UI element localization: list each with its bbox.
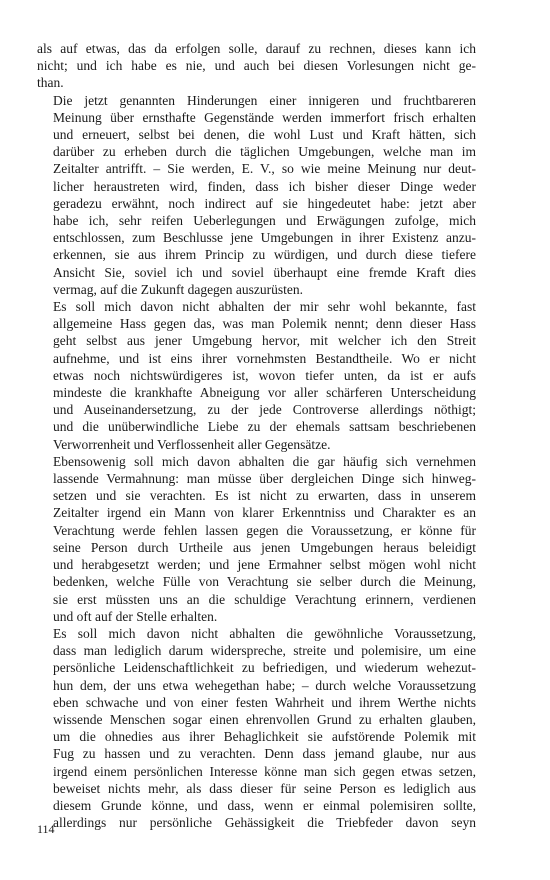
text-line: vermag, auf die Zukunft dagegen auszurüsten.	[53, 281, 304, 297]
text-line: persönliche Leidenschaftlichkeit zu befriedigen, und wiederum wehezut-	[53, 660, 476, 676]
text-line: Es soll mich davon nicht abhalten die gewöhnliche Voraussetzung,	[53, 625, 476, 641]
paragraph	[37, 453, 476, 625]
text-line: entschlossen, zum Beschlusse jene Umgebungen in ihrer Existenz anzu-	[53, 230, 476, 246]
paragraph	[37, 625, 476, 831]
text-line: sie erst müssten uns an die schuldige Verachtung erinnern, verdienen	[53, 591, 476, 607]
text-line: und die unüberwindliche Liebe zu der ehemals sattsam beschriebenen	[53, 419, 476, 435]
text-line: hun dem, der uns etwa wehegethan habe; – durch welche Voraussetzung	[53, 677, 476, 693]
text-line: irgend einem persönlichen Interesse könne man sich gegen etwas setzen,	[53, 763, 476, 779]
paragraph	[37, 92, 476, 298]
text-line: Zeitalter irgend ein Mann von klarer Erkenntniss und Charakter es an	[53, 505, 476, 521]
page-body	[37, 40, 476, 831]
text-line: allerdings nur persönliche Gehässigkeit die Triebfeder davon seyn	[53, 815, 476, 831]
text-line: than.	[37, 75, 64, 91]
text-line: als auf etwas, das da erfolgen solle, darauf zu rechnen, dieses kann ich	[37, 41, 476, 56]
text-line: diesem Grunde könne, und dass, wenn er einmal polemisiren sollte,	[53, 797, 476, 813]
text-line: eben schwache und von einer festen Wahrheit und ihrem Werthe nichts	[53, 694, 476, 710]
text-line: habe ich, sehr reifen Ueberlegungen und Erwägungen zufolge, mich	[53, 213, 476, 229]
text-line: geht selbst aus jener Umgebung hervor, mit welcher ich den Streit	[53, 333, 476, 349]
text-line: erkennen, sie aus ihrem Princip zu würdigen, und durch diese tiefere	[53, 247, 476, 263]
text-line: um die ohnedies aus ihrer Behaglichkeit sie aufstörende Polemik mit	[53, 729, 476, 745]
text-line: seine Person durch Urtheile aus jenen Umgebungen heraus beleidigt	[53, 539, 476, 555]
text-line: Es soll mich davon nicht abhalten der mir sehr wohl bekannte, fast	[53, 299, 476, 315]
text-line: Zeitalter antrifft. – Sie werden, E. V., so wie meine Meinung nur deut-	[53, 161, 476, 177]
text-line: Meinung über ernsthafte Gegenstände werden immerfort frisch erhalten	[53, 109, 476, 125]
page-number: 114	[37, 822, 55, 836]
text-line: nicht; und ich habe es nie, und auch bei diesen Vorlesungen nicht ge-	[37, 58, 476, 74]
text-line: etwas noch nichtswürdigeres ist, wovon tiefer unten, da ist er aufs	[53, 367, 476, 383]
text-line: Die jetzt genannten Hinderungen einer innigeren und fruchtbareren	[53, 92, 476, 108]
text-line: wissende Menschen sogar einen ehrenvollen Grund zu erhalten glauben,	[53, 711, 476, 727]
text-line: Fug zu hassen und zu verachten. Denn dass jemand glaube, nur aus	[53, 746, 476, 762]
paragraph	[37, 298, 476, 453]
text-line: Verworrenheit und Verflossenheit aller Gegensätze.	[53, 436, 331, 452]
text-line: und oft auf der Stelle erhalten.	[53, 608, 218, 624]
text-line: und herabgesetzt werden; und jene Ermahner selbst mögen wohl nicht	[53, 557, 476, 573]
text-line: setzen und sie verachten. Es ist nicht zu erwarten, dass in unserem	[53, 488, 476, 504]
text-line: aufnehme, und ist eins ihrer vornehmsten Bestandtheile. Wo er nicht	[53, 350, 476, 366]
text-line: licher heraustreten wird, finden, dass ich bisher dieser Dinge weder	[53, 178, 476, 194]
text-line: und erneuert, selbst bei denen, die wohl Lust und Kraft hätten, sich	[53, 127, 476, 143]
text-line: beweiset nichts mehr, als dass dieser für seine Person es lediglich aus	[53, 780, 476, 796]
text-line: darüber zu erheben durch die täglichen Umgebungen, welche man im	[53, 144, 476, 160]
text-line: geradezu erwähnt, noch indirect auf sie hingedeutet habe: jetzt aber	[53, 195, 476, 211]
text-line: Verachtung werde fehlen lassen gegen die Voraussetzung, er könne für	[53, 522, 476, 538]
text-line: Ebensowenig soll mich davon abhalten die gar häufig sich vernehmen	[53, 453, 476, 469]
text-line: allgemeine Hass gegen das, was man Polemik nennt; denn dieser Hass	[53, 316, 476, 332]
text-line: und Auseinandersetzung, zu der jede Controverse allerdings nöthigt;	[53, 402, 476, 418]
text-line: lassende Vermahnung: man müsse über dergleichen Dinge sich hinweg-	[53, 471, 476, 487]
text-line: bedenken, welche Fülle von Verachtung sie selber durch die Meinung,	[53, 574, 476, 590]
text-line: dass man lediglich darum widerspreche, streite und polemisire, um eine	[53, 643, 476, 659]
text-line: Ansicht Sie, soviel ich und soviel überhaupt eine fremde Kraft dies	[53, 264, 476, 280]
text-line: mindeste die krankhafte Abneigung vor aller schärferen Unterscheidung	[53, 385, 476, 401]
paragraph	[37, 40, 476, 92]
